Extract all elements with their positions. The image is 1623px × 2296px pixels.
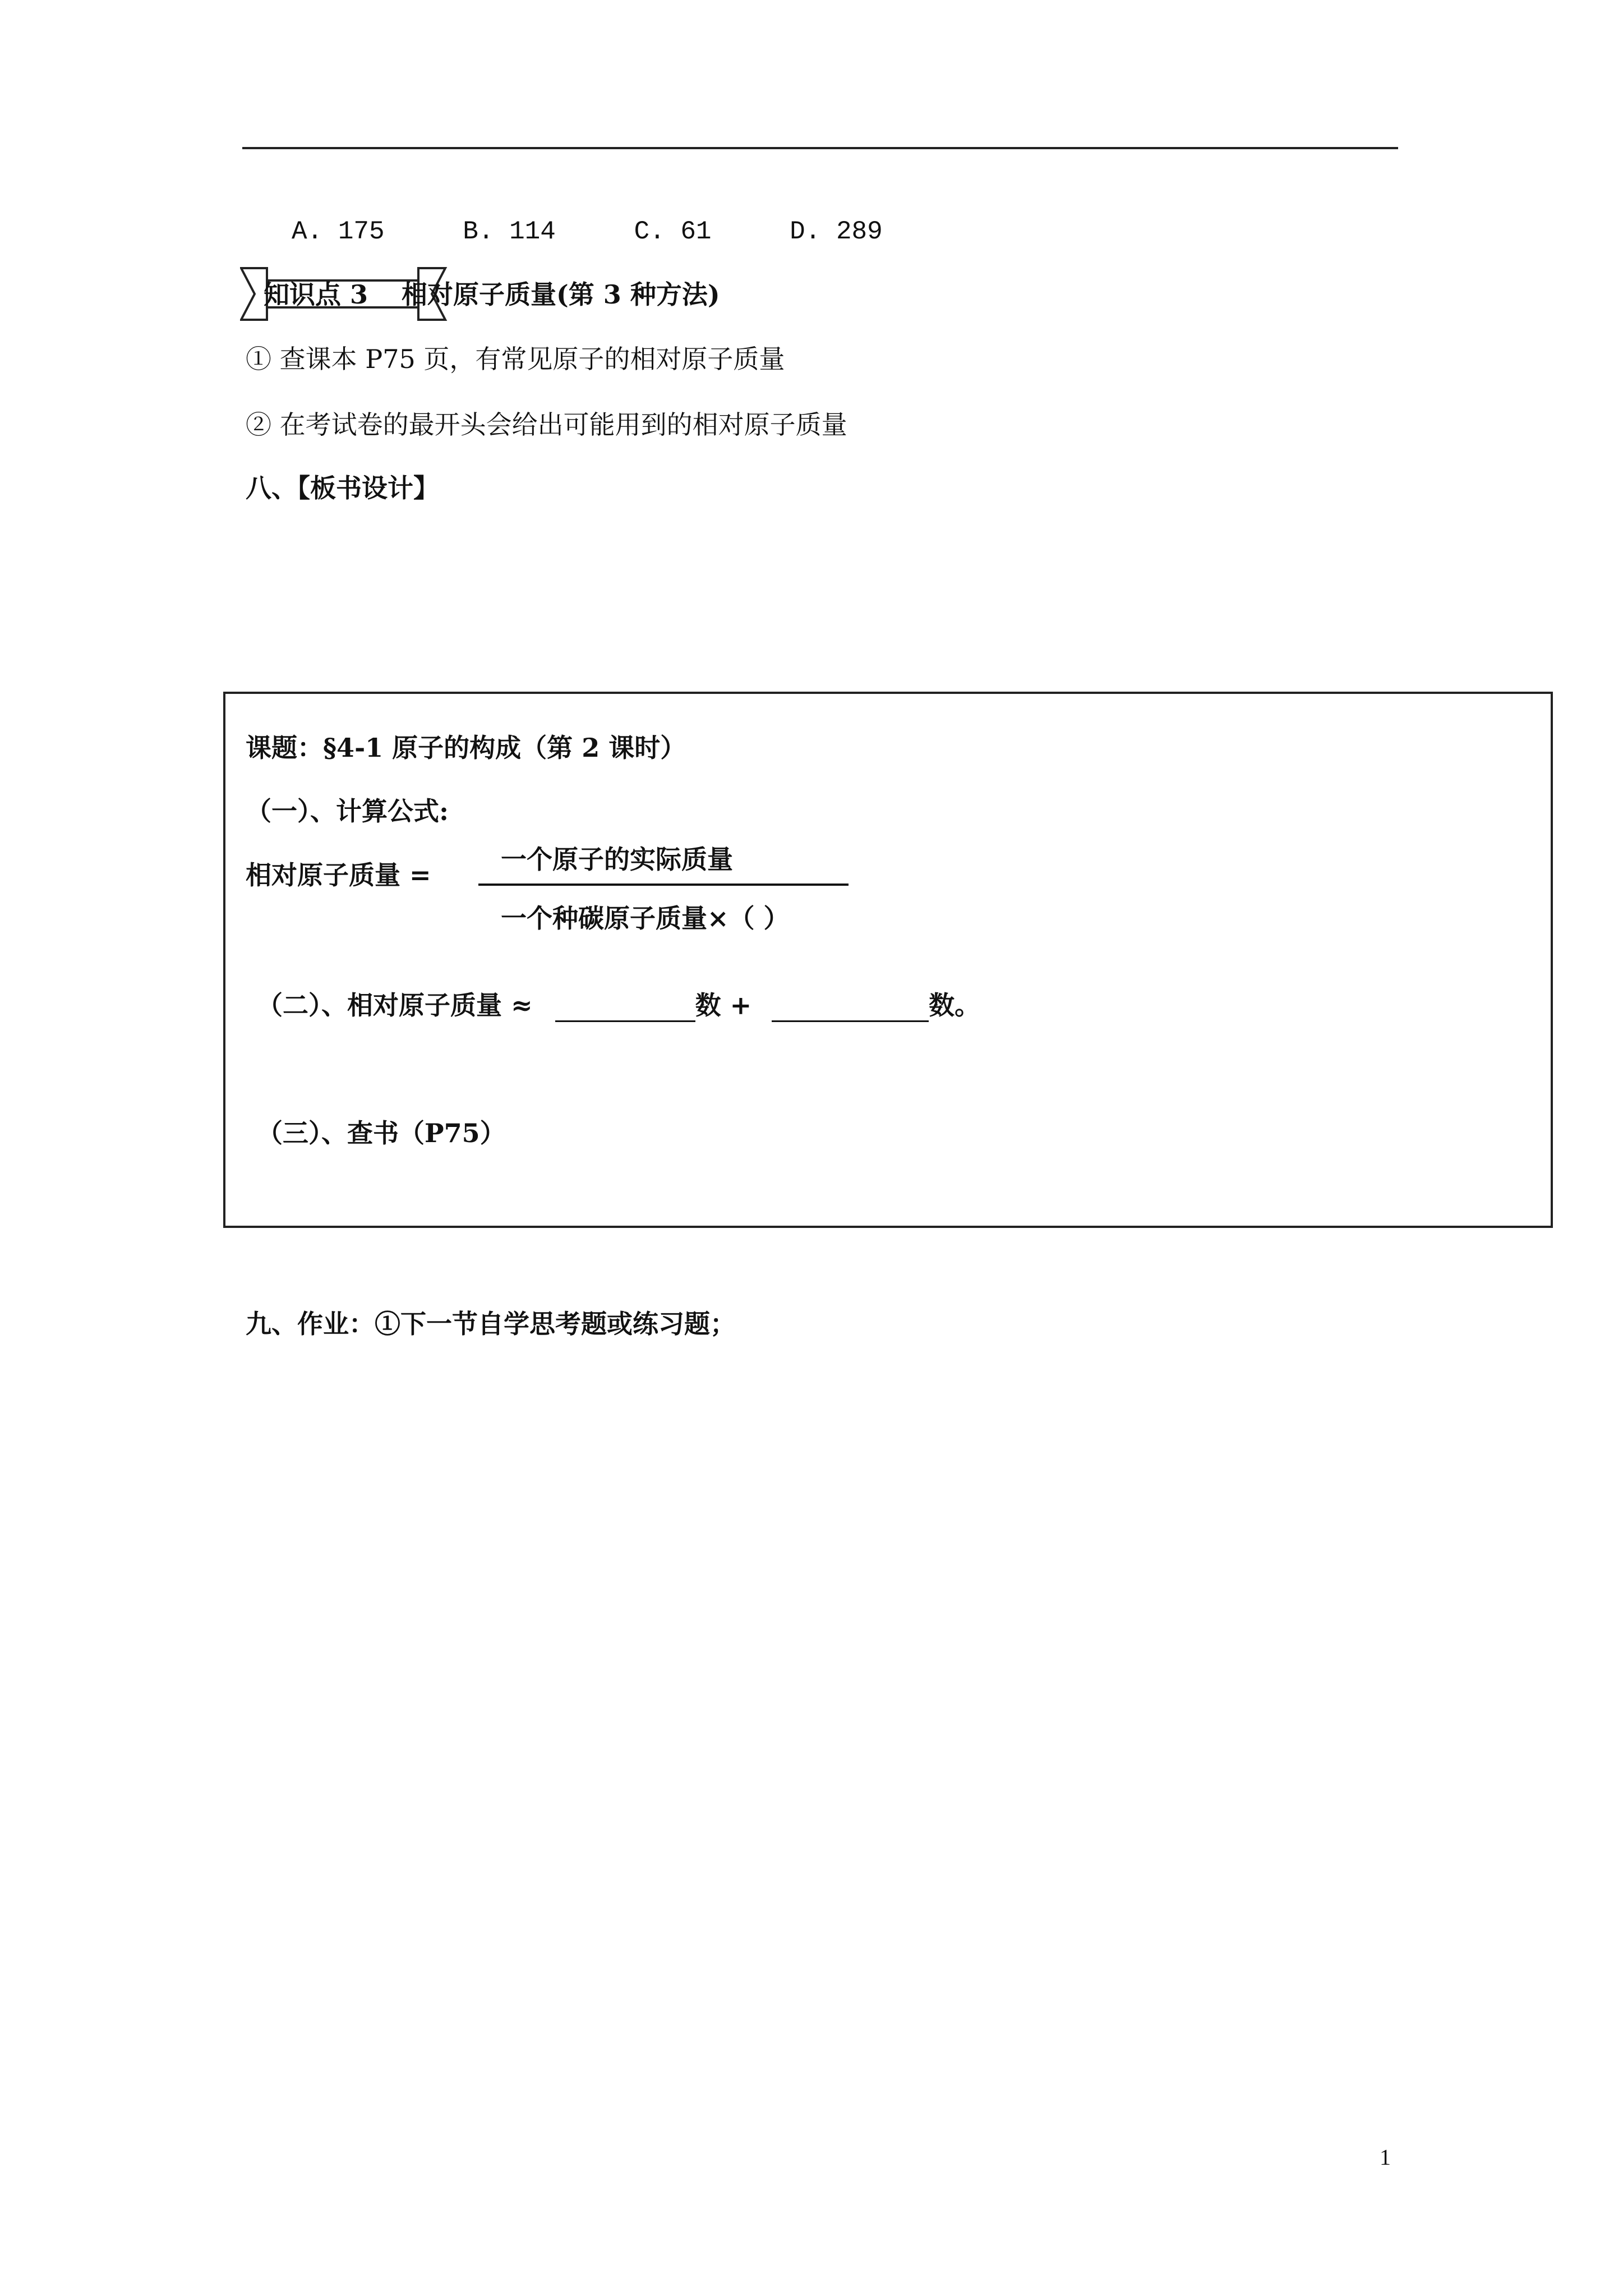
answer-choices — [292, 215, 946, 249]
choice-b: B. 114 — [463, 217, 556, 246]
board-part-3: （三）、查书（P75） — [257, 1118, 506, 1148]
board-part-1: （一）、计算公式: — [246, 796, 449, 826]
section-heading-9: 九、作业：①下一节自学思考题或练习题； — [246, 1309, 736, 1339]
formula-denominator: 一个种碳原子质量×（ ） — [501, 903, 790, 933]
choice-d: D. 289 — [790, 217, 883, 246]
kp-title: 相对原子质量(第 3 种方法) — [402, 279, 720, 310]
list-item: ② 在考试卷的最开头会给出可能用到的相对原子质量 — [246, 409, 847, 440]
list-item: ① 查课本 P75 页，有常见原子的相对原子质量 — [246, 344, 785, 374]
part2-mid: 数 + — [695, 990, 752, 1020]
fraction-line — [478, 884, 849, 886]
blank-1 — [555, 996, 695, 1022]
part2-end: 数。 — [929, 990, 981, 1020]
board-part-2 — [257, 988, 980, 1022]
formula-left: 相对原子质量 = — [246, 860, 431, 890]
formula-numerator: 一个原子的实际质量 — [501, 844, 733, 875]
kp-label: 知识点 3 — [264, 279, 368, 310]
page-number: 1 — [1380, 2145, 1391, 2170]
header-rule — [242, 147, 1398, 149]
board-topic: 课题：§4-1 原子的构成（第 2 课时） — [246, 733, 686, 763]
choice-a: A. 175 — [292, 217, 385, 246]
knowledge-point-heading — [264, 278, 720, 311]
choice-c: C. 61 — [634, 217, 712, 246]
blank-2 — [772, 996, 929, 1022]
section-heading-8: 八、【板书设计】 — [246, 473, 439, 503]
part2-prefix: （二）、相对原子质量 ≈ — [257, 990, 533, 1020]
